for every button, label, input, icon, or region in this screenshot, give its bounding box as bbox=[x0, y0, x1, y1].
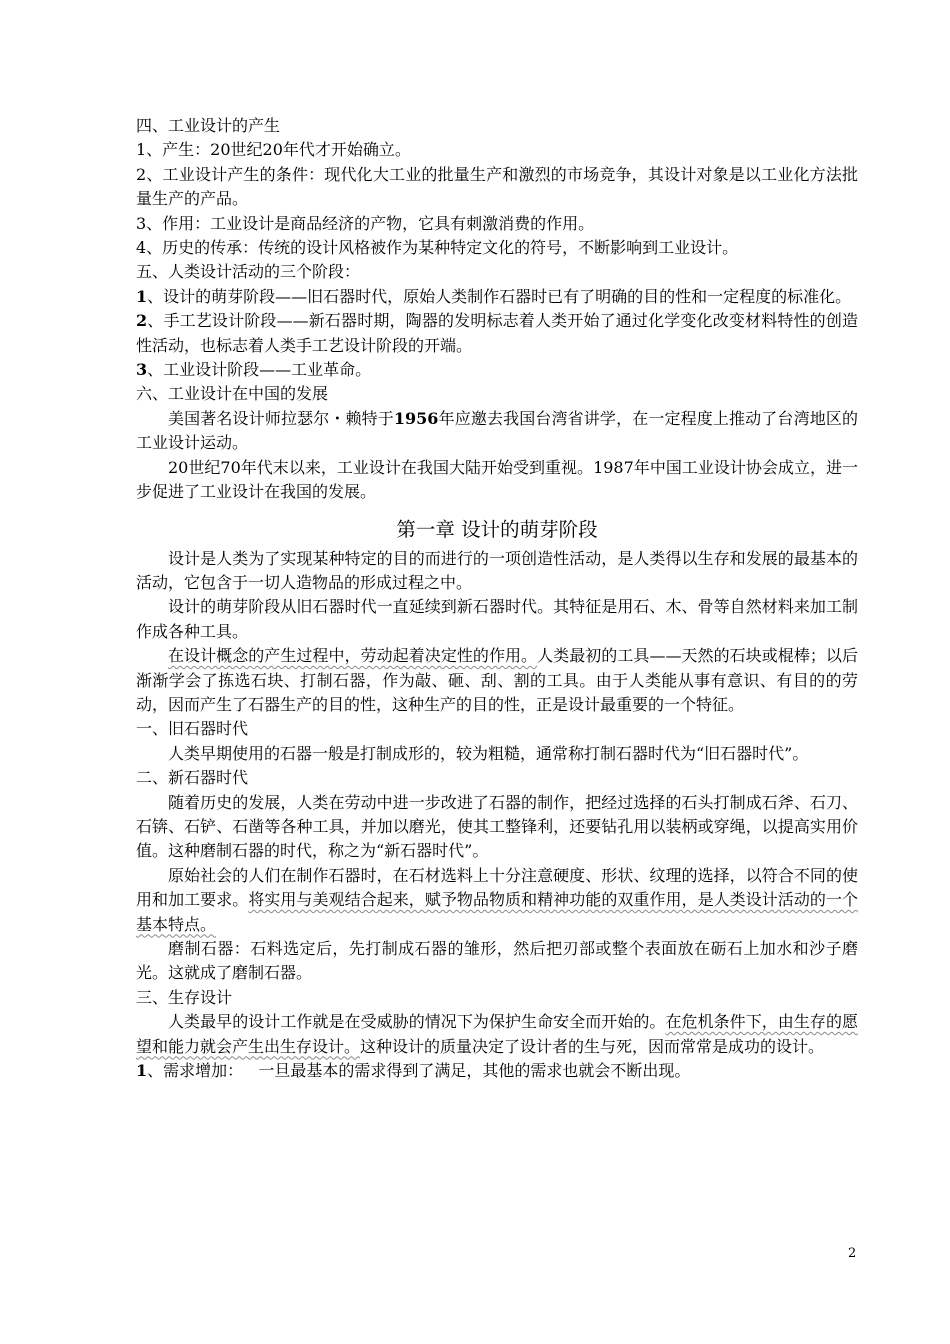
paragraph bbox=[136, 285, 858, 309]
list-text: 、手工艺设计阶段——新石器时期，陶器的发明标志着人类开始了通过化学变化改变材料特性的创造性活动，也标志着人类手工艺设计阶段的开端。 bbox=[136, 311, 858, 355]
chapter-title: 第一章 设计的萌芽阶段 bbox=[396, 517, 598, 541]
list-text: 一旦最基本的需求得到了满足，其他的需求也就会不断出现。 bbox=[258, 1061, 691, 1081]
list-text: 、工业设计阶段——工业革命。 bbox=[147, 360, 372, 380]
list-number: 1 bbox=[136, 286, 148, 306]
text-run: 美国著名设计师拉瑟尔・赖特于 bbox=[168, 408, 394, 428]
list-number: 2 bbox=[136, 311, 148, 331]
list-label: 、需求增加： bbox=[147, 1061, 244, 1081]
section-heading: 三、生存设计 bbox=[136, 987, 233, 1007]
section-heading-6: 六、工业设计在中国的发展 bbox=[136, 384, 329, 404]
paragraph: 人类早期使用的石器一般是打制成形的，较为粗糙，通常称打制石器时代为“旧石器时代”。 bbox=[168, 743, 809, 763]
paragraph bbox=[136, 309, 858, 358]
page-body bbox=[136, 114, 858, 1083]
text-run: 人类最早的设计工作就是在受威胁的情况下为保护生命安全而开始的。 bbox=[168, 1012, 666, 1032]
underlined-text: 在设计概念的产生过程中，劳动起着决定性的作用。 bbox=[168, 646, 538, 666]
paragraph bbox=[136, 1010, 858, 1059]
text-run: 年应邀去我国台湾省讲学，在一定程度上推动了台湾地区的工业设计运动。 bbox=[136, 408, 858, 453]
text-run: 这种设计的质量决定了设计者的生与死，因而常常是成功的设计。 bbox=[360, 1036, 825, 1056]
list-number: 3 bbox=[136, 360, 148, 380]
paragraph: 2、工业设计产生的条件：现代化大工业的批量生产和激烈的市场竞争，其设计对象是以工业化方法批量生产的产品。 bbox=[136, 164, 858, 209]
underlined-text: 将实用与美观结合起来，赋予物品物质和精神功能的双重作用，是人类设计活动的一个基本特点。 bbox=[136, 890, 858, 934]
paragraph: 1、产生：20世纪20年代才开始确立。 bbox=[136, 140, 411, 160]
paragraph: 设计的萌芽阶段从旧石器时代一直延续到新石器时代。其特征是用石、木、骨等自然材料来加工制作成各种工具。 bbox=[136, 597, 858, 641]
year: 1956 bbox=[393, 408, 439, 428]
paragraph bbox=[136, 407, 858, 456]
section-heading-4: 四、工业设计的产生 bbox=[136, 116, 281, 135]
paragraph: 4、历史的传承：传统的设计风格被作为某种特定文化的符号，不断影响到工业设计。 bbox=[136, 238, 739, 258]
page-number: 2 bbox=[848, 1246, 857, 1261]
section-heading: 一、旧石器时代 bbox=[136, 719, 249, 739]
paragraph bbox=[136, 1059, 858, 1083]
text-run: 人类最初的工具——天然的石块或棍棒；以后渐渐学会了拣选石块、打制石器，作为敲、砸、刮、割的工具。由于人类能从事有意识、有目的的劳动，因而产生了石器生产的目的性，这种生产的目的性，正是设计最重要的一个特征。 bbox=[136, 646, 858, 714]
list-number: 1 bbox=[136, 1061, 148, 1081]
text-run: 原始社会的人们在制作石器时，在石材选料上十分注意硬度、形状、纹理的选择，以符合不同的使用和加工要求。 bbox=[136, 865, 858, 910]
paragraph bbox=[136, 358, 858, 382]
paragraph: 磨制石器：石料选定后，先打制成石器的雏形，然后把刃部或整个表面放在砺石上加水和沙子磨光。这就成了磨制石器。 bbox=[136, 939, 858, 983]
section-heading-5: 五、人类设计活动的三个阶段： bbox=[136, 262, 361, 282]
paragraph: 设计是人类为了实现某种特定的目的而进行的一项创造性活动，是人类得以生存和发展的最基本的活动，它包含于一切人造物品的形成过程之中。 bbox=[136, 548, 858, 592]
list-text: 、设计的萌芽阶段——旧石器时代，原始人类制作石器时已有了明确的目的性和一定程度的标准化。 bbox=[147, 286, 852, 306]
paragraph: 3、作用：工业设计是商品经济的产物，它具有刺激消费的作用。 bbox=[136, 213, 595, 233]
paragraph: 随着历史的发展，人类在劳动中进一步改进了石器的制作，把经过选择的石头打制成石斧、石刀、石锛、石铲、石凿等各种工具，并加以磨光，使其工整锋利，还要钻孔用以装柄或穿绳，以提高实用价值。这种磨制石器的时代，称之为“新石器时代”。 bbox=[136, 792, 858, 861]
paragraph: 20世纪70年代末以来，工业设计在我国大陆开始受到重视。1987年中国工业设计协会成立，进一步促进了工业设计在我国的发展。 bbox=[136, 457, 858, 502]
section-heading: 二、新石器时代 bbox=[136, 768, 249, 788]
paragraph bbox=[136, 644, 858, 717]
paragraph bbox=[136, 864, 858, 937]
underlined-text: 在危机条件下，由生存的愿望和能力就会产生出生存设计。 bbox=[136, 1012, 858, 1056]
